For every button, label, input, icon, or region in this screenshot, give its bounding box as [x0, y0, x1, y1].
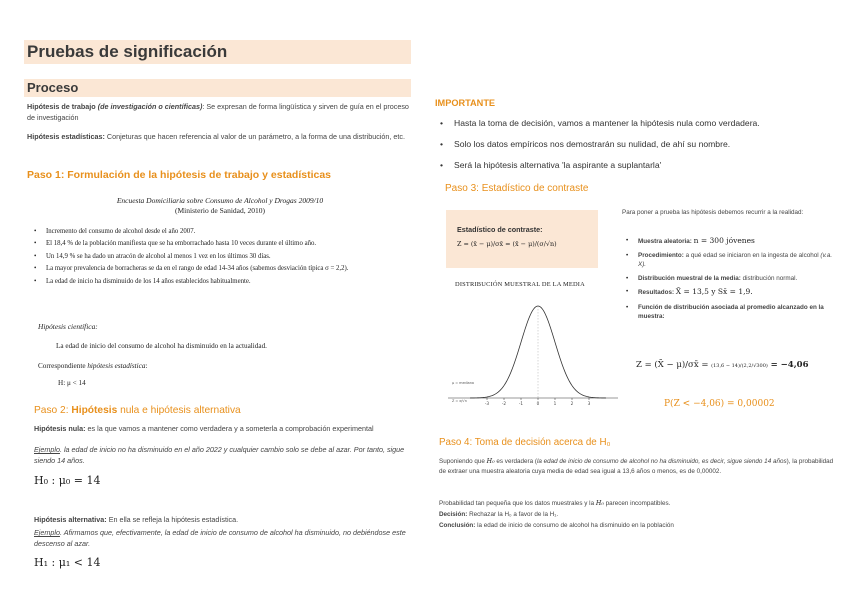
importante-bullets: [440, 118, 842, 171]
paso2-heading: [34, 405, 241, 416]
dist-label: Distribución muestral de la media:: [638, 274, 741, 282]
tick-label: 1: [553, 401, 557, 406]
alt-label: Hipótesis alternativa:: [34, 515, 107, 524]
hip-estad-label: Hipótesis estadísticas:: [27, 132, 105, 141]
decision-label: Decisión:: [439, 511, 468, 518]
hip-estad-text: Conjeturas que hacen referencia al valor de un parámetro, a la forma de una distribución, etc.: [104, 132, 405, 141]
text1-post: ), la probabilidad de extraer una muestra aleatoria cuya media de edad sea igual a 13,6 años o menos, es de 0,00002.: [439, 458, 834, 475]
survey-bullets: [34, 227, 406, 286]
corresp-line: [38, 362, 147, 370]
survey-header: [60, 196, 380, 216]
hip-cientifica-label-text: Hipótesis científica:: [38, 322, 98, 331]
list-item: [626, 287, 834, 298]
text1-h0: H₀: [486, 458, 495, 465]
survey-title: Encuesta Domiciliaria sobre Consumo de Alcohol y Drogas 2009/10: [116, 196, 324, 205]
text1-pre: Suponiendo que: [439, 458, 487, 465]
paso3-heading: Paso 3: Estadístico de contraste: [445, 183, 589, 194]
list-item: • Hasta la toma de decisión, vamos a mantener la hipótesis nula como verdadera.: [440, 118, 842, 129]
list-item: • Un 14,9 % se ha dado un atracón de alcohol al menos 1 vez en los últimos 30 días.: [34, 252, 406, 261]
dist-text: distribución normal.: [740, 274, 798, 282]
nula-text: es la que vamos a mantener como verdadera y a someterla a comprobación experimental: [85, 424, 374, 433]
stat-box-formula: Z = (x̄ − μ)/σx̄ = (x̄ − μ)/(σ/√n): [457, 240, 557, 248]
stat-box-label: Estadístico de contraste:: [457, 225, 543, 234]
paso4-decision: [439, 510, 839, 520]
ejemplo1-label: Ejemplo: [34, 445, 60, 454]
proc-label: Procedimiento:: [638, 251, 684, 259]
text2-pre: Probabilidad tan pequeña que los datos muestrales y la: [439, 500, 596, 507]
list-item: • Será la hipótesis alternativa 'la aspirante a suplantarla': [440, 160, 842, 171]
z-formula-result: = −4,06: [770, 360, 809, 370]
stat-box: [446, 210, 598, 268]
text2-h0: H₀: [595, 500, 604, 507]
proc-text: a qué edad se iniciaron en la ingesta de alcohol: [683, 251, 819, 259]
paso1-heading: Paso 1: Formulación de la hipótesis de trabajo y estadísticas: [27, 169, 332, 181]
survey-source: (Ministerio de Sanidad, 2010): [175, 206, 265, 215]
proc-italic: (v.a. X).: [638, 251, 833, 268]
paso3-list: [626, 236, 834, 322]
tick-label: -1: [518, 401, 524, 406]
tick-label: -2: [501, 401, 507, 406]
paso3-intro: Para poner a prueba las hipótesis debemos recurrir a la realidad:: [622, 209, 804, 216]
page-title: Pruebas de significación: [27, 42, 228, 61]
nula-paragraph: [34, 424, 414, 435]
text2-post: parecen incompatibles.: [603, 500, 671, 507]
tick-label: 3: [587, 401, 591, 406]
h1-formula: H₁ : μ₁ < 14: [34, 556, 101, 569]
nula-label: Hipótesis nula:: [34, 424, 86, 433]
ejemplo2-text: . Afirmamos que, efectivamente, la edad de inicio de consumo de alcohol ha disminuido, no debiéndose este descenso al azar.: [34, 528, 406, 548]
result-label: Resultados:: [638, 289, 675, 296]
muestra-label: Muestra aleatoria:: [638, 238, 692, 245]
list-item: • La edad de inicio ha disminuido de los 14 años establecidos habitualmente.: [34, 277, 406, 286]
dist-title: DISTRIBUCIÓN MUESTRAL DE LA MEDIA: [455, 281, 585, 288]
ejemplo1-text: . la edad de inicio no ha disminuido en el año 2022 y cualquier cambio solo se debe al azar. Por tanto, sigue siendo 14 años.: [34, 445, 405, 465]
tick-label: -3: [484, 401, 490, 406]
ejemplo1-paragraph: [34, 445, 416, 466]
paso4-heading: Paso 4: Toma de decisión acerca de H₀: [439, 437, 611, 448]
proceso-bar: [24, 79, 411, 97]
hip-cientifica-label: [38, 322, 98, 331]
h0-formula: H₀ : μ₀ = 14: [34, 474, 101, 487]
text1-italic: la edad de inicio de consumo de alcohol no ha disminuido, es decir, sigue siendo 14 años: [537, 458, 787, 465]
axis-label-top: μ = mediana: [452, 381, 474, 385]
z-formula-left: Z = (X̄ − μ)/σx̄ =: [636, 360, 709, 370]
h-formula: H: μ < 14: [58, 379, 86, 387]
ejemplo2-paragraph: [34, 528, 414, 549]
decision-text: Rechazar la H₀ a favor de la H₁.: [467, 511, 559, 518]
normal-curve-chart: [448, 292, 618, 408]
list-item: [626, 274, 834, 284]
muestra-value: n = 300 jóvenes: [693, 236, 755, 245]
alt-text: En ella se refleja la hipótesis estadística.: [106, 515, 239, 524]
concl-text: la edad de inicio de consumo de alcohol ha disminuido en la población: [475, 522, 674, 529]
z-formula-mid: (13,6 − 14)/(2,2/√300): [711, 363, 768, 369]
importante-heading: IMPORTANTE: [435, 98, 496, 108]
paso2-heading-post: nula e hipótesis alternativa: [117, 405, 241, 416]
list-item: • Solo los datos empíricos nos demostrarán su nulidad, de ahí su nombre.: [440, 139, 842, 150]
list-item: [626, 303, 834, 322]
alt-paragraph: [34, 515, 414, 526]
tick-label: 2: [570, 401, 574, 406]
corresp-label: Correspondiente: [38, 362, 86, 370]
hip-trabajo-paren: (de investigación o científicas): [97, 102, 203, 111]
hip-trabajo-label: Hipótesis de trabajo: [27, 102, 96, 111]
hip-trabajo-text: : Se expresan de forma lingüística y sirven de guía en el proceso de investigación: [27, 102, 409, 122]
list-item: [626, 251, 834, 270]
list-item: [626, 236, 834, 247]
paso4-text1: [439, 457, 839, 476]
list-item: • El 18,4 % de la población manifiesta que se ha emborrachado hasta 10 veces durante el último año.: [34, 239, 406, 248]
hip-cientifica-text: La edad de inicio del consumo de alcohol ha disminuido en la actualidad.: [56, 342, 267, 350]
p-formula: P(Z < −4,06) = 0,00002: [664, 399, 775, 409]
paso4-conclusion: [439, 521, 839, 531]
list-item: • Incremento del consumo de alcohol desde el año 2007.: [34, 227, 406, 236]
corresp-italic: hipótesis estadística: [87, 362, 146, 370]
result-value: X̄ = 13,5 y Sx̄ = 1,9.: [675, 287, 753, 296]
axis-label-bottom: Z = σ/√n: [452, 399, 467, 403]
text1-mid: es verdadera (: [494, 458, 537, 465]
hip-trabajo-paragraph: [27, 102, 409, 123]
tick-label: 0: [536, 401, 540, 406]
z-formula: [636, 360, 808, 370]
ejemplo2-label: Ejemplo: [34, 528, 60, 537]
paso4-text2: [439, 499, 839, 509]
func-label: Función de distribución asociada al promedio alcanzado en la muestra:: [638, 303, 824, 320]
list-item: • La mayor prevalencia de borracheras se da en el rango de edad 14-34 años (sabemos desviación típica σ = 2,2).: [34, 264, 406, 273]
paso2-heading-pre: Paso 2:: [34, 405, 72, 416]
tick-labels: [485, 398, 591, 406]
hip-estad-paragraph: [27, 132, 409, 143]
proceso-heading: Proceso: [27, 80, 79, 95]
corresp-colon: :: [145, 362, 148, 370]
concl-label: Conclusión:: [439, 522, 476, 529]
paso2-heading-bold: Hipótesis: [71, 405, 118, 416]
